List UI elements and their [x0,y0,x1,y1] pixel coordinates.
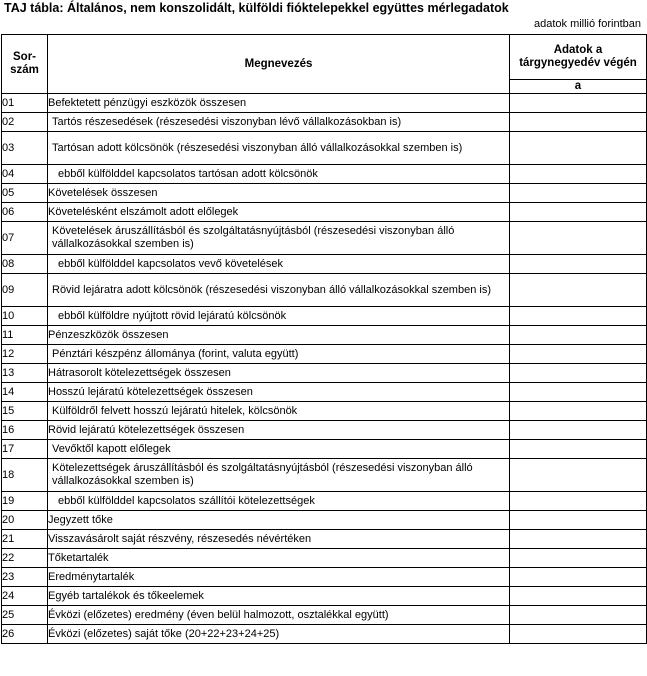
row-number: 02 [2,113,48,132]
row-label-text: Visszavásárolt saját részvény, részesedés névértéken [48,532,312,545]
row-label-text: Tartósan adott kölcsönök (részesedési viszonyban álló vállalkozásokkal szemben is) [52,141,463,154]
row-label-text: ebből külfölddel kapcsolatos tartósan adott kölcsönök [58,167,318,180]
row-label-text: Rövid lejáratra adott kölcsönök (részesedési viszonyban álló vállalkozásokkal szemben is) [52,283,491,296]
row-number: 18 [2,459,48,492]
row-label [48,440,510,459]
value-cell[interactable] [510,222,647,255]
row-label [48,203,510,222]
row-label-text: Rövid lejáratú kötelezettségek összesen [48,423,245,436]
row-label [48,549,510,568]
row-label [48,383,510,402]
row-label-text: Jegyzett tőke [48,513,113,526]
value-cell[interactable] [510,165,647,184]
table-row [2,165,647,184]
row-label-text: Eredménytartalék [48,570,135,583]
row-number: 26 [2,625,48,644]
table-row [2,511,647,530]
table-row [2,402,647,421]
header-value-line1: Adatok a [553,44,603,56]
row-label [48,184,510,203]
table-row [2,94,647,113]
row-label-text: ebből külföldre nyújtott rövid lejáratú kölcsönök [58,309,287,322]
row-label-text: Befektetett pénzügyi eszközök összesen [48,96,247,109]
row-label [48,132,510,165]
row-label-text: Pénzeszközök összesen [48,328,169,341]
row-label [48,568,510,587]
row-number: 14 [2,383,48,402]
value-cell[interactable] [510,402,647,421]
table-row [2,625,647,644]
balance-sheet-table [1,34,647,644]
row-number: 11 [2,326,48,345]
row-label-text: Követelésként elszámolt adott előlegek [48,205,239,218]
row-number: 22 [2,549,48,568]
value-cell[interactable] [510,492,647,511]
table-row [2,440,647,459]
row-label-text: Egyéb tartalékok és tőkeelemek [48,589,204,602]
row-number: 01 [2,94,48,113]
table-row [2,364,647,383]
row-label [48,402,510,421]
row-number: 19 [2,492,48,511]
unit-note: adatok millió forintban [533,18,641,30]
value-cell[interactable] [510,383,647,402]
row-label [48,345,510,364]
header-name: Megnevezés [48,35,510,94]
table-row [2,345,647,364]
row-label-text: Évközi (előzetes) eredmény (éven belül halmozott, osztalékkal együtt) [48,608,389,621]
row-number: 08 [2,255,48,274]
row-number: 25 [2,606,48,625]
value-cell[interactable] [510,326,647,345]
row-label [48,222,510,255]
value-cell[interactable] [510,549,647,568]
row-number: 24 [2,587,48,606]
value-cell[interactable] [510,203,647,222]
header-value-line2: tárgynegyedév végén [519,57,637,69]
value-cell[interactable] [510,94,647,113]
table-row [2,113,647,132]
row-number: 23 [2,568,48,587]
row-number: 03 [2,132,48,165]
row-label [48,94,510,113]
row-label-text: ebből külfölddel kapcsolatos szállítói kötelezettségek [58,494,315,507]
table-row [2,549,647,568]
header-row-number [2,35,48,94]
table-row [2,307,647,326]
row-number: 07 [2,222,48,255]
table-row [2,184,647,203]
row-number: 21 [2,530,48,549]
row-label-text: Évközi (előzetes) saját tőke (20+22+23+24+25) [48,627,280,640]
table-row [2,274,647,307]
row-number: 12 [2,345,48,364]
value-cell[interactable] [510,606,647,625]
row-number: 15 [2,402,48,421]
value-cell[interactable] [510,274,647,307]
table-row [2,203,647,222]
row-number: 17 [2,440,48,459]
row-number: 16 [2,421,48,440]
row-label [48,587,510,606]
row-label [48,113,510,132]
value-cell[interactable] [510,307,647,326]
row-number: 10 [2,307,48,326]
row-label-text: Vevőktől kapott előlegek [52,442,171,455]
row-label [48,511,510,530]
row-label [48,307,510,326]
table-row [2,492,647,511]
row-label-text: Kötelezettségek áruszállításból és szolgáltatásnyújtásból (részesedési viszonyban álló vállalkozásokkal szemben is) [52,462,473,487]
row-number: 09 [2,274,48,307]
row-label-text: ebből külfölddel kapcsolatos vevő követelések [58,257,284,270]
row-label-text: Követelések összesen [48,186,158,199]
row-label [48,364,510,383]
value-cell[interactable] [510,440,647,459]
value-cell[interactable] [510,530,647,549]
value-cell[interactable] [510,421,647,440]
value-cell[interactable] [510,587,647,606]
table-title: TAJ tábla: Általános, nem konszolidált, külföldi fióktelepekkel együttes mérlegadatok [4,1,509,15]
row-label-text: Követelések áruszállításból és szolgáltatásnyújtásból (részesedési viszonyban álló vállalkozásokkal szemben is) [52,225,455,250]
row-number: 13 [2,364,48,383]
row-label [48,530,510,549]
row-label [48,326,510,345]
header-value-sub: a [510,80,647,94]
row-label [48,274,510,307]
row-number: 06 [2,203,48,222]
row-label [48,606,510,625]
row-number: 05 [2,184,48,203]
table-row [2,568,647,587]
value-cell[interactable] [510,113,647,132]
row-label [48,459,510,492]
value-cell[interactable] [510,364,647,383]
table-row [2,383,647,402]
table-row [2,530,647,549]
row-label-text: Tartós részesedések (részesedési viszonyban lévő vállalkozásokban is) [52,115,402,128]
table-row [2,326,647,345]
row-label [48,255,510,274]
row-number: 04 [2,165,48,184]
value-cell[interactable] [510,184,647,203]
value-cell[interactable] [510,568,647,587]
header-row-number-line1: Sor- [13,51,36,63]
row-label-text: Hátrasorolt kötelezettségek összesen [48,366,231,379]
table-row [2,222,647,255]
value-cell[interactable] [510,625,647,644]
row-label [48,492,510,511]
row-label [48,421,510,440]
table-row [2,459,647,492]
table-row [2,255,647,274]
row-label [48,165,510,184]
table-row [2,132,647,165]
header-value [510,35,647,80]
row-label-text: Külföldről felvett hosszú lejáratú hitelek, kölcsönök [52,404,298,417]
row-label-text: Pénztári készpénz állománya (forint, valuta együtt) [52,347,299,360]
table-row [2,587,647,606]
row-number: 20 [2,511,48,530]
table-row [2,606,647,625]
value-cell[interactable] [510,459,647,492]
row-label-text: Tőketartalék [48,551,109,564]
table-row [2,421,647,440]
value-cell[interactable] [510,132,647,165]
value-cell[interactable] [510,511,647,530]
row-label [48,625,510,644]
row-label-text: Hosszú lejáratú kötelezettségek összesen [48,385,253,398]
header-row-number-line2: szám [10,64,39,76]
value-cell[interactable] [510,345,647,364]
value-cell[interactable] [510,255,647,274]
